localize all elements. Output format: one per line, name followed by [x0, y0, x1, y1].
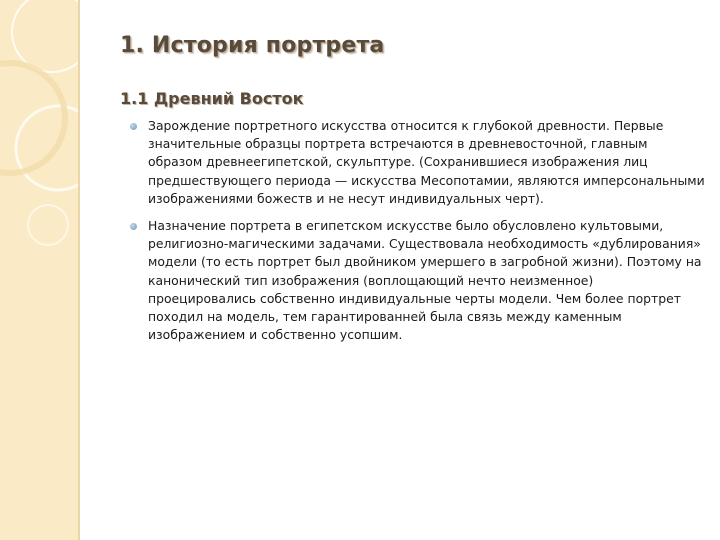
decorative-sidebar [0, 0, 80, 540]
sidebar-divider [78, 0, 80, 540]
bullet-text: Зарождение портретного искусства относится к глубокой древности. Первые значительные образцы портрета встречаются в древневосточной, главным образом древнеегипетской, скульптуре. (Сохранившиеся изображения лиц предшествующего периода — искусства Месопотамии, являются имперсональными изображениями божеств и не несут индивидуальных черт). [148, 118, 705, 206]
section-subtitle: 1.1 Древний Восток [120, 89, 304, 108]
bullet-list [130, 117, 705, 353]
bullet-dot-icon [130, 123, 137, 130]
decorative-circles [0, 0, 80, 540]
bullet-text: Назначение портрета в египетском искусстве было обусловлено культовыми, религиозно-магическими задачами. Существовала необходимость «дублирования» модели (то есть портрет был двойником умершего в загробной жизни). Поэтому на канонический тип изображения (воплощающий нечто неизменное) проецировались собственно индивидуальные черты модели. Чем более портрет походил на модель, тем гарантированней была связь между каменным изображением и собственно усопшим. [148, 218, 702, 343]
list-item [130, 117, 705, 208]
slide-title: 1. История портрета [120, 33, 385, 58]
bullet-dot-icon [130, 223, 137, 230]
list-item [130, 217, 705, 344]
